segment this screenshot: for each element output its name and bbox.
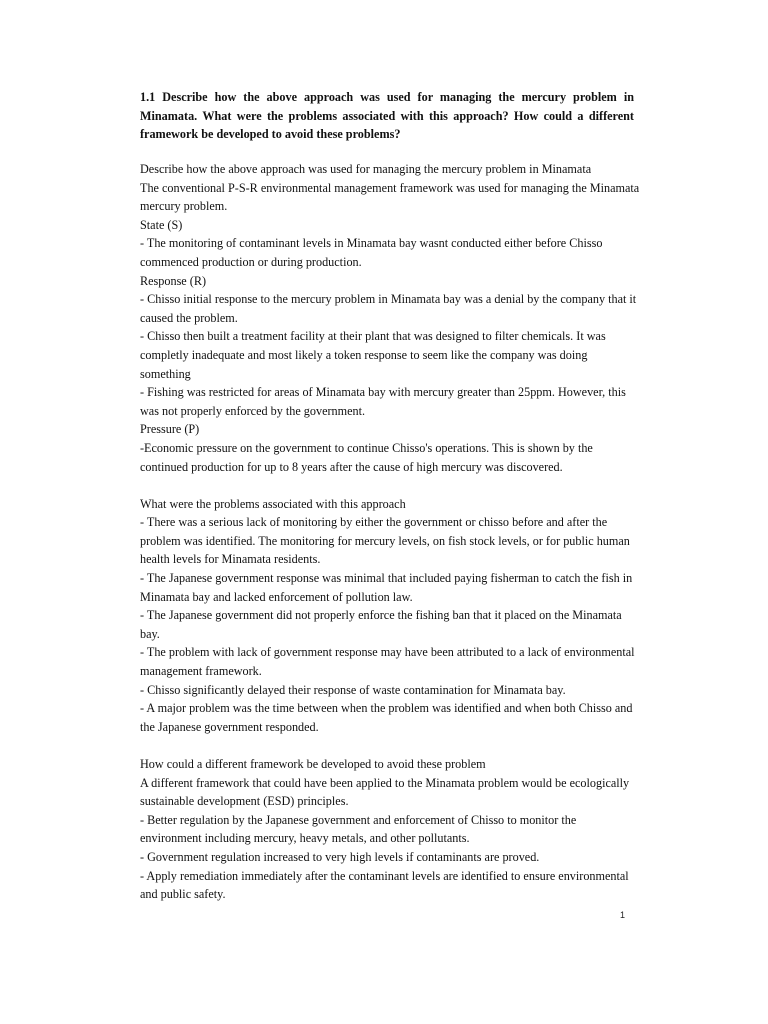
bullet-item: - The Japanese government did not properly enforce the fishing ban that it placed on the Minamata bay. [140,608,622,641]
section-approach [140,160,640,476]
paragraph: A different framework that could have been applied to the Minamata problem would be ecologically sustainable development (ESD) principles. [140,775,630,809]
subheading-response: Response (R) [140,273,207,288]
bullet-item: - Chisso then built a treatment facility at their plant that was designed to filter chemicals. It was completly inadequate and most likely a token response to seem like the company was doing something [140,329,606,381]
bullet-item: - The monitoring of contaminant levels in Minamata bay wasnt conducted either before Chisso commenced production or during production. [140,236,603,269]
section-problems [140,495,640,737]
subheading-state: State (S) [140,217,183,232]
bullet-item: - Fishing was restricted for areas of Minamata bay with mercury greater than 25ppm. However, this was not properly enforced by the government. [140,385,626,418]
section-framework [140,755,640,904]
bullet-item: - Better regulation by the Japanese government and enforcement of Chisso to monitor the environment including mercury, heavy metals, and other pollutants. [140,812,577,846]
section-title: What were the problems associated with this approach [140,496,406,511]
paragraph: The conventional P-S-R environmental management framework was used for managing the Minamata mercury problem. [140,180,640,214]
section-title: Describe how the above approach was used for managing the mercury problem in Minamata [140,162,592,176]
bullet-item: - Chisso significantly delayed their response of waste contamination for Minamata bay. [140,682,566,697]
question-heading: 1.1 Describe how the above approach was used for managing the mercury problem in Minamata. What were the problems associated with this approach? How could a different framework be developed to avoid these problems? [140,90,634,142]
bullet-item: - The Japanese government response was minimal that included paying fisherman to catch the fish in Minamata bay and lacked enforcement of pollution law. [140,571,633,604]
answer-body [140,160,640,922]
bullet-item: - Chisso initial response to the mercury problem in Minamata bay was a denial by the company that it caused the problem. [140,292,637,325]
subheading-pressure: Pressure (P) [140,422,200,437]
bullet-item: -Economic pressure on the government to continue Chisso's operations. This is shown by the continued production for up to 8 years after the cause of high mercury was discovered. [140,440,593,474]
page-number: 1 [620,910,626,920]
bullet-item: - Apply remediation immediately after the contaminant levels are identified to ensure environmental and public safety. [140,868,629,902]
bullet-item: - The problem with lack of government response may have been attributed to a lack of environmental management framework. [140,645,635,679]
bullet-item: - There was a serious lack of monitoring by either the government or chisso before and after the problem was identified. The monitoring for mercury levels, on fish stock levels, or for public human health levels for Minamata residents. [140,515,630,567]
bullet-item: - A major problem was the time between when the problem was identified and when both Chisso and the Japanese government responded. [140,701,633,734]
section-title: How could a different framework be developed to avoid these problem [140,757,486,771]
bullet-item: - Government regulation increased to very high levels if contaminants are proved. [140,849,540,864]
